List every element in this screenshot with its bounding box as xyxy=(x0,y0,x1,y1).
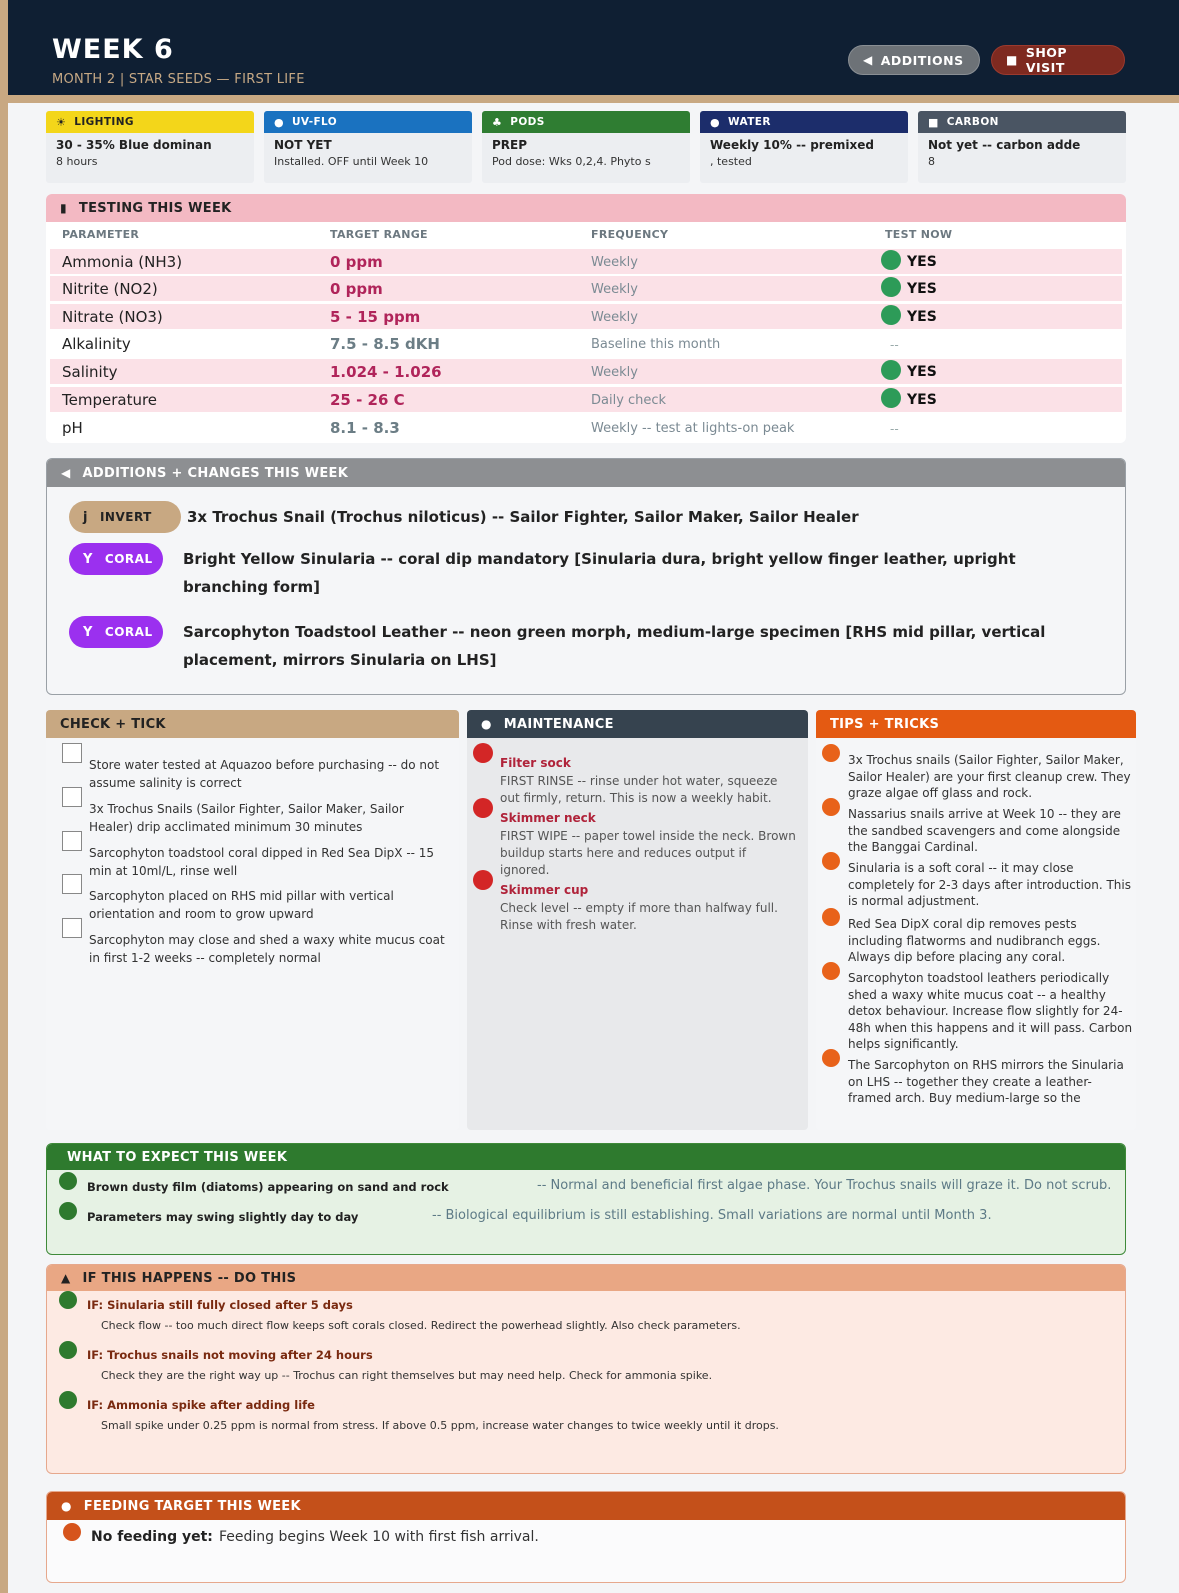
alert-dot-icon xyxy=(473,870,493,890)
if-dot-icon xyxy=(59,1291,77,1309)
week-page xyxy=(8,0,1179,1593)
checklist-text: 3x Trochus Snails (Sailor Fighter, Sailor Maker, Sailor Healer) drip acclimated minimum 30 minutes xyxy=(89,802,404,834)
warning-icon: ▲ xyxy=(61,1271,71,1285)
tip-dot-icon xyxy=(822,962,840,980)
col-frequency: FREQUENCY xyxy=(591,228,669,241)
test-now: YES xyxy=(907,254,937,270)
if-action: Small spike under 0.25 ppm is normal from stress. If above 0.5 ppm, increase water changes to twice weekly until it drops. xyxy=(101,1419,779,1432)
tag-label: INVERT xyxy=(99,510,152,524)
if-this-happens-section xyxy=(46,1264,1126,1474)
coral-tag xyxy=(69,616,163,648)
test-dot-icon xyxy=(881,388,901,408)
table-row xyxy=(50,387,1122,412)
feeding-key: No feeding yet: xyxy=(91,1529,213,1545)
page-title: WEEK 6 xyxy=(52,34,174,65)
parameter-name: Nitrite (NO2) xyxy=(62,280,158,298)
target-range: 1.024 - 1.026 xyxy=(330,363,442,381)
megaphone-icon: ◀ xyxy=(863,53,873,67)
card-detail: , tested xyxy=(710,155,752,168)
week-header xyxy=(8,0,1179,95)
parameter-name: Alkalinity xyxy=(62,335,131,353)
target-range: 25 - 26 C xyxy=(330,391,405,409)
tip-dot-icon xyxy=(822,798,840,816)
card-uv-flo-header xyxy=(264,111,472,133)
tip-text: The Sarcophyton on RHS mirrors the Sinularia on LHS -- together they create a leather-framed arch. Buy medium-large so the xyxy=(848,1058,1124,1105)
table-row xyxy=(50,276,1122,301)
section-title: IF THIS HAPPENS -- DO THIS xyxy=(82,1270,297,1286)
test-dot-icon xyxy=(881,360,901,380)
card-detail: Pod dose: Wks 0,2,4. Phyto s xyxy=(492,155,651,168)
checkbox[interactable] xyxy=(62,787,82,807)
tag-label: CORAL xyxy=(104,625,153,639)
testing-header xyxy=(46,194,1126,222)
alert-dot-icon xyxy=(473,798,493,818)
checklist-text: Store water tested at Aquazoo before purchasing -- do not assume salinity is correct xyxy=(89,758,440,790)
if-action: Check they are the right way up -- Trochus can right themselves but may need help. Check for ammonia spike. xyxy=(101,1369,713,1382)
expect-key: Brown dusty film (diatoms) appearing on sand and rock xyxy=(87,1180,449,1194)
tip-text: Sarcophyton toadstool leathers periodically shed a waxy white mucus coat -- a healthy detox behaviour. Increase flow slightly for 24-48h when this happens and it will pass. Carbon helps significantly. xyxy=(848,971,1133,1051)
tip-text: Sinularia is a soft coral -- it may close completely for 2-3 days after introduction. This is normal adjustment. xyxy=(848,861,1131,908)
test-dot-icon xyxy=(881,305,901,325)
megaphone-icon: ◀ xyxy=(61,466,71,480)
if-item xyxy=(47,1398,1126,1442)
frequency: Weekly -- test at lights-on peak xyxy=(591,421,795,436)
table-row xyxy=(50,331,1122,356)
test-now: -- xyxy=(890,338,899,352)
card-label: LIGHTING xyxy=(74,116,134,128)
card-label: WATER xyxy=(728,116,771,128)
if-item xyxy=(47,1298,1126,1342)
frequency: Weekly xyxy=(591,365,638,380)
if-condition: IF: Ammonia spike after adding life xyxy=(87,1398,315,1412)
feeding-dot-icon xyxy=(63,1523,81,1541)
checklist-text: Sarcophyton toadstool coral dipped in Red Sea DipX -- 15 min at 10ml/L, rinse well xyxy=(89,846,435,878)
shop-visit-button-label: SHOP VISIT xyxy=(1025,45,1068,75)
checkbox[interactable] xyxy=(62,874,82,894)
target-range: 0 ppm xyxy=(330,280,383,298)
tip-text: 3x Trochus snails (Sailor Fighter, Sailor Maker, Sailor Healer) are your first cleanup crew. They graze algae off glass and rock. xyxy=(848,753,1131,800)
expect-dot-icon xyxy=(59,1202,77,1220)
drop-icon: ● xyxy=(710,115,720,129)
invert-tag xyxy=(69,501,181,533)
additions-button-label: ADDITIONS xyxy=(880,52,964,68)
card-detail: 8 hours xyxy=(56,155,98,168)
tag-label: CORAL xyxy=(104,552,153,566)
expect-section xyxy=(46,1143,1126,1255)
card-lighting-header xyxy=(46,111,254,133)
page-subtitle: MONTH 2 | STAR SEEDS — FIRST LIFE xyxy=(52,72,305,87)
section-title: TESTING THIS WEEK xyxy=(78,200,232,216)
checklist-text: Sarcophyton placed on RHS mid pillar with vertical orientation and room to grow upward xyxy=(89,889,394,921)
table-row xyxy=(50,359,1122,384)
section-title: FEEDING TARGET THIS WEEK xyxy=(83,1498,301,1514)
if-this-header xyxy=(47,1265,1125,1291)
target-range: 0 ppm xyxy=(330,253,383,271)
tip-dot-icon xyxy=(822,908,840,926)
frequency: Weekly xyxy=(591,282,638,297)
card-carbon xyxy=(918,111,1126,183)
table-row xyxy=(50,304,1122,329)
target-range: 5 - 15 ppm xyxy=(330,308,421,326)
additions-section xyxy=(46,458,1126,695)
test-now: -- xyxy=(890,422,899,436)
feeding-header xyxy=(47,1492,1125,1520)
parameter-name: Salinity xyxy=(62,363,118,381)
card-pods xyxy=(482,111,690,183)
expect-key: Parameters may swing slightly day to day xyxy=(87,1210,359,1224)
feeding-value: Feeding begins Week 10 with first fish arrival. xyxy=(219,1529,539,1545)
card-water xyxy=(700,111,908,183)
maintenance-title: Skimmer cup xyxy=(500,883,589,897)
tips-header xyxy=(816,710,1136,738)
parameter-name: Temperature xyxy=(62,391,158,409)
tips-section xyxy=(816,710,1136,1130)
card-value: Weekly 10% -- premixed xyxy=(710,138,874,152)
expect-header xyxy=(47,1144,1125,1170)
if-dot-icon xyxy=(59,1341,77,1359)
coral-tag xyxy=(69,543,163,575)
maintenance-text: FIRST WIPE -- paper towel inside the neck. Brown buildup starts here and reduces output if ignored. xyxy=(500,829,796,877)
card-lighting xyxy=(46,111,254,183)
drop-icon: ● xyxy=(481,717,492,731)
table-row xyxy=(50,249,1122,274)
maintenance-text: FIRST RINSE -- rinse under hot water, squeeze out firmly, return. This is now a weekly habit. xyxy=(500,774,778,805)
test-dot-icon xyxy=(881,250,901,270)
maintenance-text: Check level -- empty if more than halfway full. Rinse with fresh water. xyxy=(500,901,778,932)
tip-dot-icon xyxy=(822,744,840,762)
maintenance-title: Filter sock xyxy=(500,756,571,770)
col-parameter: PARAMETER xyxy=(62,228,140,241)
tip-text: Red Sea DipX coral dip removes pests including flatworms and nudibranch eggs. Always dip before placing any coral. xyxy=(848,917,1101,964)
checkbox[interactable] xyxy=(62,743,82,763)
expect-value: -- Biological equilibrium is still establishing. Small variations are normal until Month 3. xyxy=(432,1208,992,1223)
coral-icon: Y xyxy=(83,624,93,640)
check-tick-header xyxy=(46,710,459,738)
shop-visit-button[interactable] xyxy=(991,45,1125,75)
drop-icon: ● xyxy=(61,1499,72,1513)
lock-icon: ■ xyxy=(1006,53,1018,67)
tip-text: Nassarius snails arrive at Week 10 -- they are the sandbed scavengers and come alongside the Banggai Cardinal. xyxy=(848,807,1121,854)
card-uv-flo xyxy=(264,111,472,183)
card-detail: Installed. OFF until Week 10 xyxy=(274,155,429,168)
test-now: YES xyxy=(907,281,937,297)
card-water-header xyxy=(700,111,908,133)
target-range: 8.1 - 8.3 xyxy=(330,419,400,437)
cluster-icon: ♣ xyxy=(492,115,503,129)
checklist-text: Sarcophyton may close and shed a waxy white mucus coat in first 1-2 weeks -- completely normal xyxy=(89,933,445,965)
feeding-section xyxy=(46,1491,1126,1583)
if-condition: IF: Sinularia still fully closed after 5 days xyxy=(87,1298,353,1312)
card-value: 30 - 35% Blue dominan xyxy=(56,138,212,152)
section-title: ADDITIONS + CHANGES THIS WEEK xyxy=(82,465,349,481)
additions-button[interactable] xyxy=(848,45,980,75)
col-test-now: TEST NOW xyxy=(885,228,953,241)
check-tick-section xyxy=(46,710,459,1130)
card-pods-header xyxy=(482,111,690,133)
frequency: Baseline this month xyxy=(591,337,721,352)
addition-text: Bright Yellow Sinularia -- coral dip mandatory [Sinularia dura, bright yellow finger leather, upright branching form] xyxy=(183,550,1016,596)
test-dot-icon xyxy=(881,277,901,297)
frequency: Weekly xyxy=(591,255,638,270)
frequency: Daily check xyxy=(591,393,667,408)
if-dot-icon xyxy=(59,1391,77,1409)
maintenance-title: Skimmer neck xyxy=(500,811,596,825)
if-action: Check flow -- too much direct flow keeps soft corals closed. Redirect the powerhead slightly. Also check parameters. xyxy=(101,1319,741,1332)
section-title: TIPS + TRICKS xyxy=(830,716,940,732)
addition-text: 3x Trochus Snail (Trochus niloticus) -- Sailor Fighter, Sailor Maker, Sailor Healer xyxy=(187,508,859,526)
test-now: YES xyxy=(907,364,937,380)
card-value: NOT YET xyxy=(274,138,332,152)
testing-section xyxy=(46,194,1126,443)
maintenance-header xyxy=(467,710,808,738)
test-tube-icon: ▮ xyxy=(60,201,67,215)
maintenance-section xyxy=(467,710,808,1130)
if-condition: IF: Trochus snails not moving after 24 hours xyxy=(87,1348,373,1362)
expect-item xyxy=(47,1208,1126,1232)
snail-icon: ϳ xyxy=(83,509,88,525)
parameter-name: pH xyxy=(62,419,83,437)
parameter-name: Ammonia (NH3) xyxy=(62,253,183,271)
tip-dot-icon xyxy=(822,852,840,870)
sun-icon: ☀ xyxy=(56,115,67,129)
expect-dot-icon xyxy=(59,1172,77,1190)
test-now: YES xyxy=(907,392,937,408)
if-item xyxy=(47,1348,1126,1392)
dot-icon: ● xyxy=(274,115,284,129)
checkbox[interactable] xyxy=(62,918,82,938)
square-icon: ■ xyxy=(928,115,939,129)
checkbox[interactable] xyxy=(62,831,82,851)
tip-dot-icon xyxy=(822,1049,840,1067)
expect-value: -- Normal and beneficial first algae phase. Your Trochus snails will graze it. Do not scrub. xyxy=(537,1178,1112,1193)
parameter-name: Nitrate (NO3) xyxy=(62,308,163,326)
feeding-item xyxy=(47,1523,1126,1553)
header-divider xyxy=(8,95,1179,103)
status-cards xyxy=(46,111,1126,183)
card-value: Not yet -- carbon adde xyxy=(928,138,1081,152)
col-target-range: TARGET RANGE xyxy=(330,228,428,241)
alert-dot-icon xyxy=(473,743,493,763)
section-title: MAINTENANCE xyxy=(503,716,614,732)
coral-icon: Y xyxy=(83,551,93,567)
target-range: 7.5 - 8.5 dKH xyxy=(330,335,440,353)
section-title: CHECK + TICK xyxy=(60,716,166,732)
addition-text: Sarcophyton Toadstool Leather -- neon green morph, medium-large specimen [RHS mid pillar, vertical placement, mirrors Sinularia on LHS] xyxy=(183,623,1046,669)
card-label: CARBON xyxy=(946,116,999,128)
additions-header xyxy=(47,459,1125,487)
test-now: YES xyxy=(907,309,937,325)
card-value: PREP xyxy=(492,138,528,152)
frequency: Weekly xyxy=(591,310,638,325)
table-row xyxy=(50,415,1122,440)
card-label: PODS xyxy=(510,116,545,128)
expect-item xyxy=(47,1178,1126,1202)
card-detail: 8 xyxy=(928,155,935,168)
card-label: UV-FLO xyxy=(292,116,338,128)
section-title: WHAT TO EXPECT THIS WEEK xyxy=(67,1149,288,1165)
card-carbon-header xyxy=(918,111,1126,133)
